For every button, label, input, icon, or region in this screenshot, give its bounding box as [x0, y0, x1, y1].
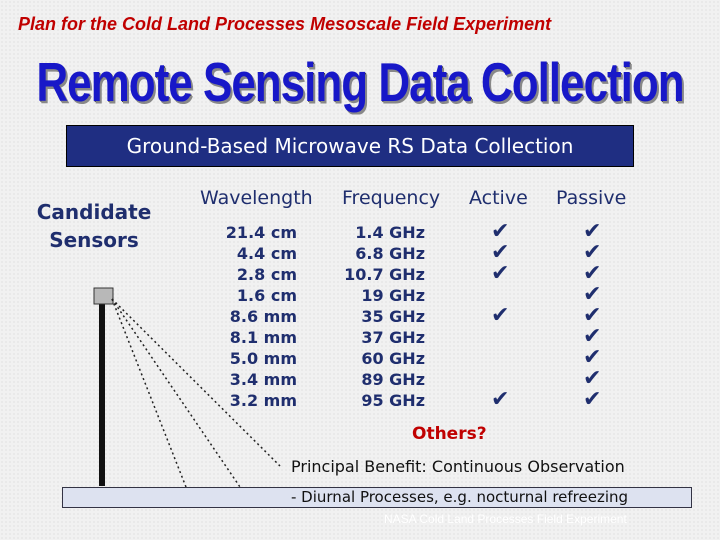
active-check-icon: ✔	[491, 387, 510, 412]
frequency-cell: 60 GHz	[361, 349, 425, 368]
wavelength-cell: 2.8 cm	[236, 265, 297, 284]
active-check-icon: ✔	[491, 240, 510, 265]
beam-line	[112, 299, 186, 487]
wavelength-cell: 4.4 cm	[236, 244, 297, 263]
passive-check-icon: ✔	[583, 282, 602, 307]
footnote-bar: - Diurnal Processes, e.g. nocturnal refreezing	[62, 487, 692, 508]
supertitle: Plan for the Cold Land Processes Mesoscale Field Experiment	[18, 14, 552, 34]
wavelength-cell: 21.4 cm	[225, 223, 297, 242]
passive-check-icon: ✔	[583, 324, 602, 349]
active-check-icon: ✔	[491, 303, 510, 328]
frequency-cell: 1.4 GHz	[355, 223, 425, 242]
active-check-icon: ✔	[491, 261, 510, 286]
wavelength-cell: 5.0 mm	[229, 349, 297, 368]
passive-check-icon: ✔	[583, 345, 602, 370]
wavelength-cell: 8.6 mm	[229, 307, 297, 326]
passive-check-icon: ✔	[583, 240, 602, 265]
header-wavelength: Wavelength	[200, 187, 313, 209]
passive-check-icon: ✔	[583, 366, 602, 391]
principal-benefit: Principal Benefit: Continuous Observation	[291, 457, 625, 476]
candidate-line-1: Candidate	[36, 200, 152, 224]
passive-check-icon: ✔	[583, 303, 602, 328]
page-title: Remote Sensing Data Collection	[36, 52, 684, 114]
frequency-cell: 10.7 GHz	[344, 265, 425, 284]
banner-text: Ground-Based Microwave RS Data Collection	[126, 134, 574, 158]
wavelength-column	[200, 222, 297, 411]
frequency-cell: 35 GHz	[361, 307, 425, 326]
frequency-column	[340, 222, 425, 411]
wavelength-cell: 3.2 mm	[229, 391, 297, 410]
frequency-cell: 89 GHz	[361, 370, 425, 389]
frequency-cell: 19 GHz	[361, 286, 425, 305]
passive-check-icon: ✔	[583, 219, 602, 244]
others-question: Others?	[412, 424, 487, 444]
passive-check-icon: ✔	[583, 387, 602, 412]
wavelength-cell: 1.6 cm	[236, 286, 297, 305]
header-frequency: Frequency	[342, 187, 441, 209]
frequency-cell: 37 GHz	[361, 328, 425, 347]
active-check-icon: ✔	[491, 219, 510, 244]
frequency-cell: 6.8 GHz	[355, 244, 425, 263]
header-passive: Passive	[556, 187, 627, 209]
sensor-head	[94, 288, 113, 304]
tower-mast	[99, 300, 105, 486]
credit-watermark: NASA Cold Land Processes Field Experiment	[384, 512, 627, 526]
candidate-line-2: Sensors	[49, 228, 139, 252]
wavelength-cell: 8.1 mm	[229, 328, 297, 347]
wavelength-cell: 3.4 mm	[229, 370, 297, 389]
passive-check-icon: ✔	[583, 261, 602, 286]
header-active: Active	[469, 187, 528, 209]
frequency-cell: 95 GHz	[361, 391, 425, 410]
